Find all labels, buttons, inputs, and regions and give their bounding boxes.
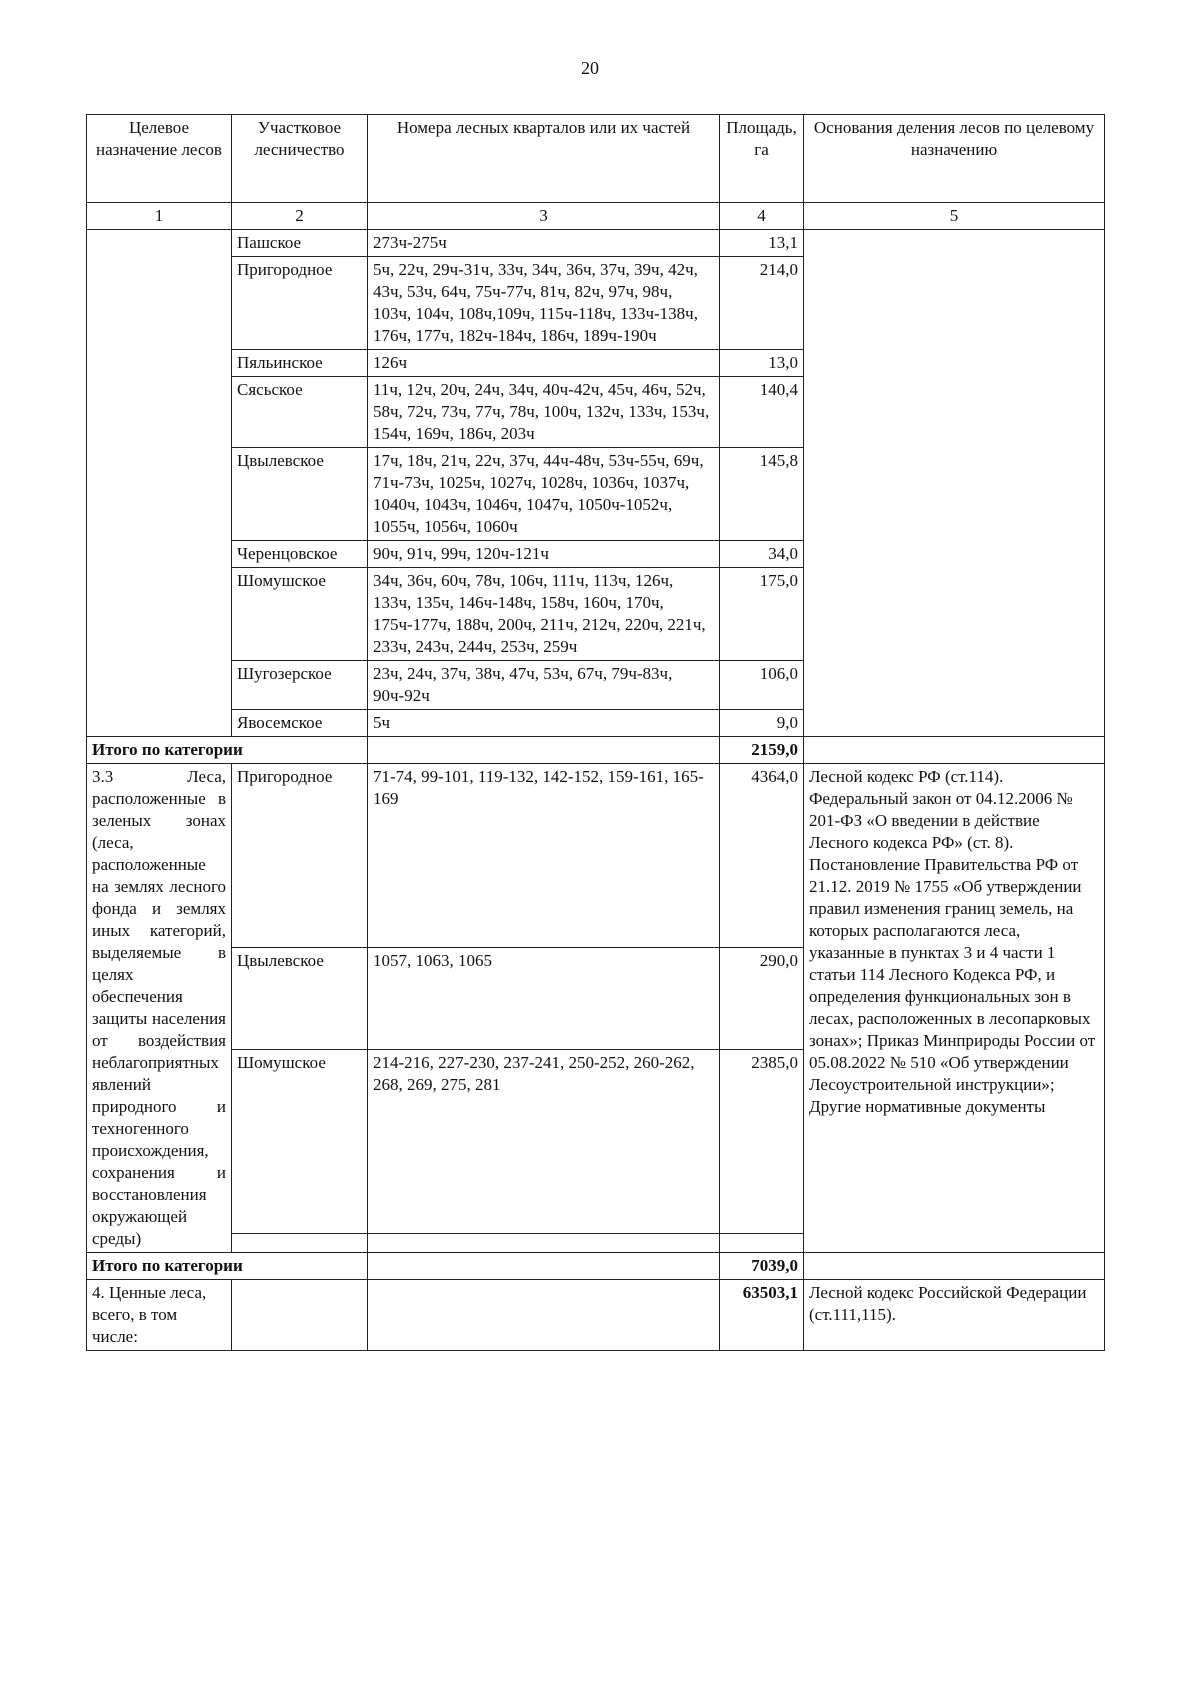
empty-cell	[368, 1280, 720, 1351]
column-number: 2	[232, 203, 368, 230]
column-number: 4	[720, 203, 804, 230]
header-purpose: Целевое назначение лесов	[87, 115, 232, 203]
area-cell: 214,0	[720, 257, 804, 350]
basis-cell-empty	[804, 230, 1105, 737]
area-cell: 63503,1	[720, 1280, 804, 1351]
empty-cell	[232, 1280, 368, 1351]
quarters-cell: 1057, 1063, 1065	[368, 948, 720, 1050]
table-row	[87, 1280, 1105, 1351]
forest-purpose-table	[86, 114, 1105, 1351]
header-area: Площадь, га	[720, 115, 804, 203]
header-quarters: Номера лесных кварталов или их частей	[368, 115, 720, 203]
quarters-cell: 23ч, 24ч, 37ч, 38ч, 47ч, 53ч, 67ч, 79ч-83ч, 90ч-92ч	[368, 661, 720, 710]
page-number: 20	[581, 58, 599, 78]
table-row	[87, 764, 1105, 948]
forestry-cell: Цвылевское	[232, 948, 368, 1050]
category-total-row	[87, 1253, 1105, 1280]
forestry-cell: Пригородное	[232, 764, 368, 948]
area-cell: 4364,0	[720, 764, 804, 948]
quarters-cell: 11ч, 12ч, 20ч, 24ч, 34ч, 40ч-42ч, 45ч, 46ч, 52ч, 58ч, 72ч, 73ч, 77ч, 78ч, 100ч, 132ч, 133ч, 153ч, 154ч, 169ч, 186ч, 203ч	[368, 377, 720, 448]
forestry-cell: Черенцовское	[232, 541, 368, 568]
quarters-cell: 71-74, 99-101, 119-132, 142-152, 159-161, 165-169	[368, 764, 720, 948]
purpose-cell-empty	[87, 230, 232, 737]
category-total-area: 2159,0	[720, 737, 804, 764]
category-total-label: Итого по категории	[87, 737, 368, 764]
forestry-cell: Пашское	[232, 230, 368, 257]
area-cell: 290,0	[720, 948, 804, 1050]
empty-cell	[804, 737, 1105, 764]
empty-cell	[804, 1253, 1105, 1280]
quarters-cell: 126ч	[368, 350, 720, 377]
area-cell: 13,0	[720, 350, 804, 377]
forestry-cell: Явосемское	[232, 710, 368, 737]
column-number: 3	[368, 203, 720, 230]
column-number-row	[87, 203, 1105, 230]
empty-cell	[368, 1253, 720, 1280]
quarters-cell: 90ч, 91ч, 99ч, 120ч-121ч	[368, 541, 720, 568]
column-number: 1	[87, 203, 232, 230]
quarters-cell: 5ч	[368, 710, 720, 737]
quarters-cell: 17ч, 18ч, 21ч, 22ч, 37ч, 44ч-48ч, 53ч-55ч, 69ч, 71ч-73ч, 1025ч, 1027ч, 1028ч, 1036ч, 1037ч, 1040ч, 1043ч, 1046ч, 1047ч, 1050ч-1052ч, 1055ч, 1056ч, 1060ч	[368, 448, 720, 541]
category-total-label: Итого по категории	[87, 1253, 368, 1280]
quarters-cell: 34ч, 36ч, 60ч, 78ч, 106ч, 111ч, 113ч, 126ч, 133ч, 135ч, 146ч-148ч, 158ч, 160ч, 170ч, 175ч-177ч, 188ч, 200ч, 211ч, 212ч, 220ч, 221ч, 233ч, 243ч, 244ч, 253ч, 259ч	[368, 568, 720, 661]
quarters-cell: 214-216, 227-230, 237-241, 250-252, 260-262, 268, 269, 275, 281	[368, 1049, 720, 1233]
table-header-row	[87, 115, 1105, 203]
area-cell: 140,4	[720, 377, 804, 448]
purpose-cell: 4. Ценные леса, всего, в том числе:	[87, 1280, 232, 1351]
forestry-cell: Цвылевское	[232, 448, 368, 541]
area-cell: 175,0	[720, 568, 804, 661]
empty-cell	[368, 737, 720, 764]
category-total-area: 7039,0	[720, 1253, 804, 1280]
basis-cell: Лесной кодекс Российской Федерации (ст.111,115).	[804, 1280, 1105, 1351]
forestry-cell: Пяльинское	[232, 350, 368, 377]
table-row	[87, 230, 1105, 257]
header-basis: Основания деления лесов по целевому назначению	[804, 115, 1105, 203]
forestry-cell: Сясьское	[232, 377, 368, 448]
empty-cell	[232, 1234, 368, 1253]
column-number: 5	[804, 203, 1105, 230]
empty-cell	[720, 1234, 804, 1253]
header-forestry: Участковое лесничество	[232, 115, 368, 203]
quarters-cell: 5ч, 22ч, 29ч-31ч, 33ч, 34ч, 36ч, 37ч, 39ч, 42ч, 43ч, 53ч, 64ч, 75ч-77ч, 81ч, 82ч, 97ч, 98ч, 103ч, 104ч, 108ч,109ч, 115ч-118ч, 133ч-138ч, 176ч, 177ч, 182ч-184ч, 186ч, 189ч-190ч	[368, 257, 720, 350]
forestry-cell: Шомушское	[232, 568, 368, 661]
purpose-cell: 3.3 Леса, расположенные в зеленых зонах (леса, расположенные на землях лесного фонда и землях иных категорий, выделяемые в целях обеспечения защиты населения от воздействия неблагоприятных явлений природного и техногенного происхождения, сохранения и восстановления окружающей среды)	[87, 764, 232, 1253]
empty-cell	[368, 1234, 720, 1253]
area-cell: 34,0	[720, 541, 804, 568]
area-cell: 9,0	[720, 710, 804, 737]
area-cell: 106,0	[720, 661, 804, 710]
area-cell: 2385,0	[720, 1049, 804, 1233]
area-cell: 13,1	[720, 230, 804, 257]
quarters-cell: 273ч-275ч	[368, 230, 720, 257]
forestry-cell: Шомушское	[232, 1049, 368, 1233]
category-total-row	[87, 737, 1105, 764]
basis-cell: Лесной кодекс РФ (ст.114). Федеральный закон от 04.12.2006 № 201-ФЗ «О введении в действие Лесного кодекса РФ» (ст. 8). Постановление Правительства РФ от 21.12. 2019 № 1755 «Об утверждении правил изменения границ земель, на которых располагаются леса, указанные в пунктах 3 и 4 части 1 статьи 114 Лесного Кодекса РФ, и определения функциональных зон в лесах, расположенных в лесопарковых зонах»; Приказ Минприроды России от 05.08.2022 № 510 «Об утверждении Лесоустроительной инструкции»; Другие нормативные документы	[804, 764, 1105, 1253]
area-cell: 145,8	[720, 448, 804, 541]
forestry-cell: Пригородное	[232, 257, 368, 350]
forestry-cell: Шугозерское	[232, 661, 368, 710]
